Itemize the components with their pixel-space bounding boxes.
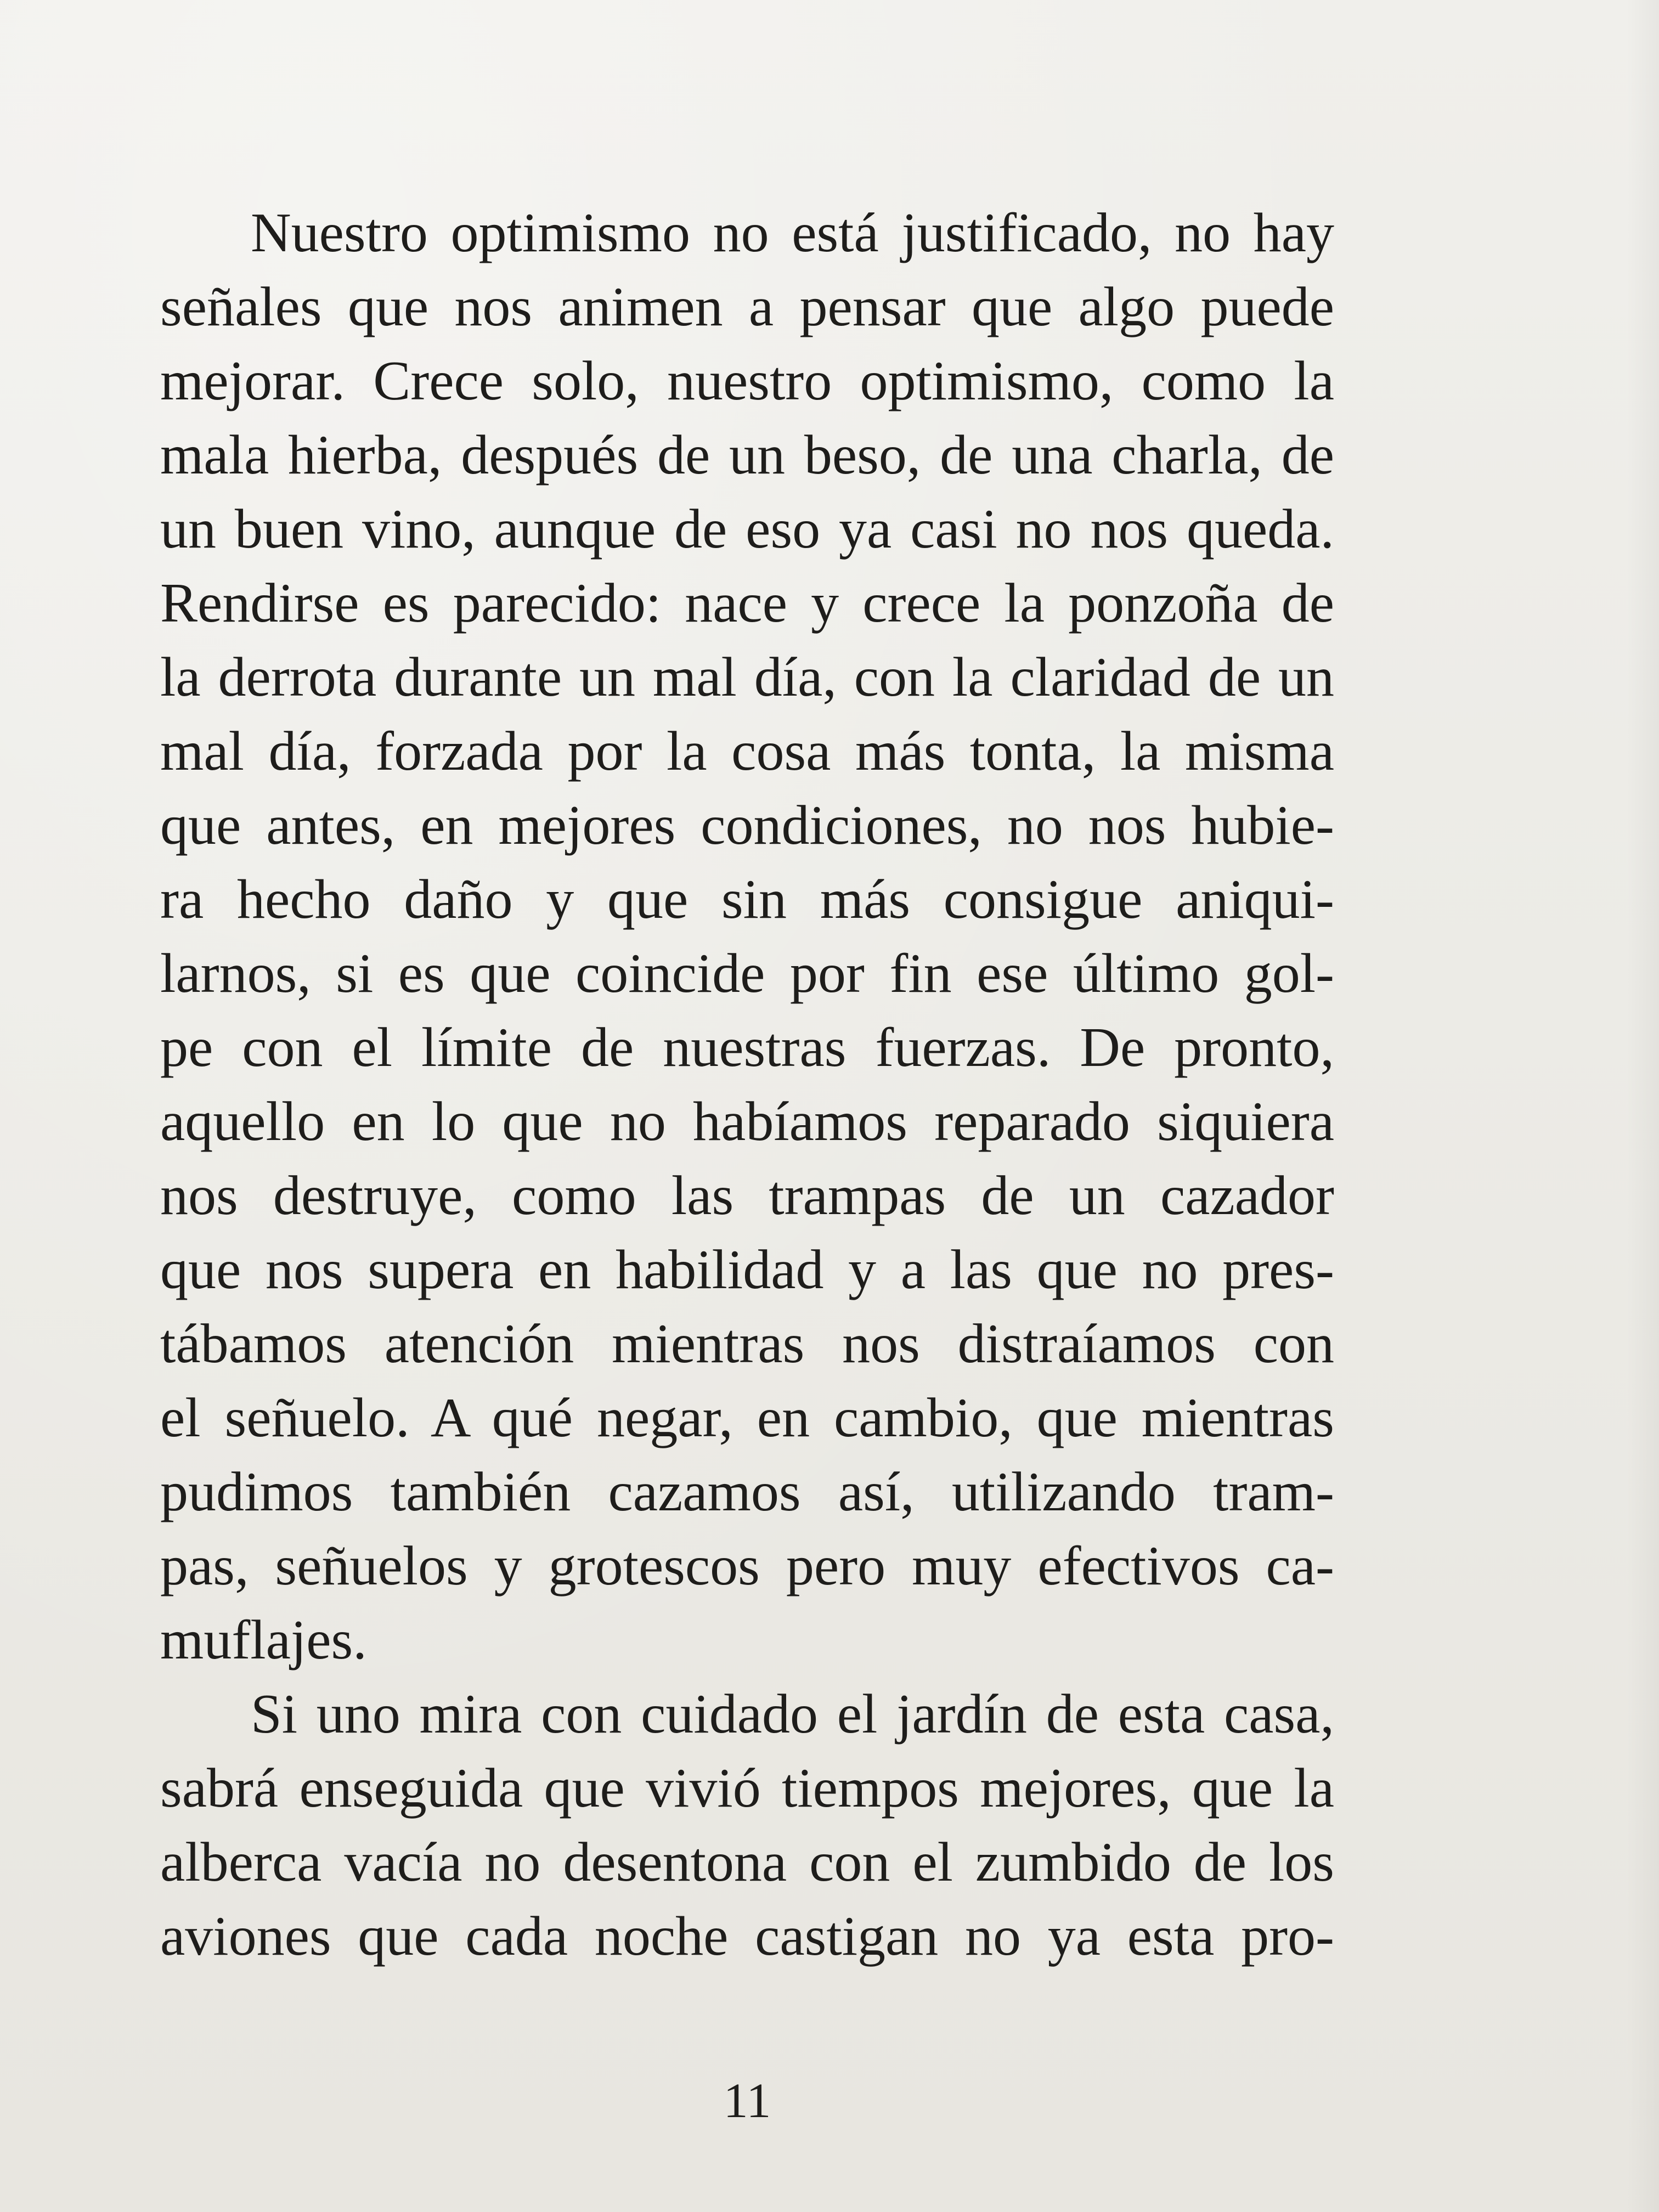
text-line: pas, señuelos y grotescos pero muy efectivos ca- <box>160 1535 1334 1597</box>
page-edge-shadow <box>1626 0 1659 2212</box>
text-line: Si uno mira con cuidado el jardín de esta casa, <box>251 1683 1334 1745</box>
text-line: señales que nos animen a pensar que algo puede <box>160 276 1334 338</box>
text-line: la derrota durante un mal día, con la claridad de un <box>160 646 1334 708</box>
text-line: el señuelo. A qué negar, en cambio, que mientras <box>160 1387 1334 1449</box>
text-line: aviones que cada noche castigan no ya esta pro- <box>160 1905 1334 1967</box>
text-line: pe con el límite de nuestras fuerzas. De pronto, <box>160 1017 1334 1079</box>
text-line: larnos, si es que coincide por fin ese último gol- <box>160 943 1334 1005</box>
text-line: nos destruye, como las trampas de un cazador <box>160 1165 1334 1227</box>
text-line: mala hierba, después de un beso, de una charla, de <box>160 424 1334 486</box>
text-line: un buen vino, aunque de eso ya casi no nos queda. <box>160 498 1334 560</box>
page-number: 11 <box>723 2074 771 2128</box>
text-line: Rendirse es parecido: nace y crece la ponzoña de <box>160 572 1334 634</box>
text-line: muflajes. <box>160 1609 367 1671</box>
text-line: que nos supera en habilidad y a las que no pres- <box>160 1239 1334 1301</box>
text-line: ra hecho daño y que sin más consigue aniqui- <box>160 868 1334 930</box>
text-line: Nuestro optimismo no está justificado, no hay <box>251 202 1334 264</box>
text-line: sabrá enseguida que vivió tiempos mejores, que la <box>160 1757 1334 1819</box>
text-line: mejorar. Crece solo, nuestro optimismo, como la <box>160 350 1334 412</box>
paragraph-2 <box>160 1677 1334 1973</box>
text-line: pudimos también cazamos así, utilizando tram- <box>160 1461 1334 1523</box>
text-line: tábamos atención mientras nos distraíamos con <box>160 1313 1334 1375</box>
text-line: que antes, en mejores condiciones, no nos hubie- <box>160 794 1334 856</box>
paragraph-1 <box>160 196 1334 1677</box>
body-text <box>160 196 1334 1973</box>
text-line: mal día, forzada por la cosa más tonta, la misma <box>160 720 1334 782</box>
text-line: aquello en lo que no habíamos reparado siquiera <box>160 1091 1334 1153</box>
text-line: alberca vacía no desentona con el zumbido de los <box>160 1831 1334 1893</box>
